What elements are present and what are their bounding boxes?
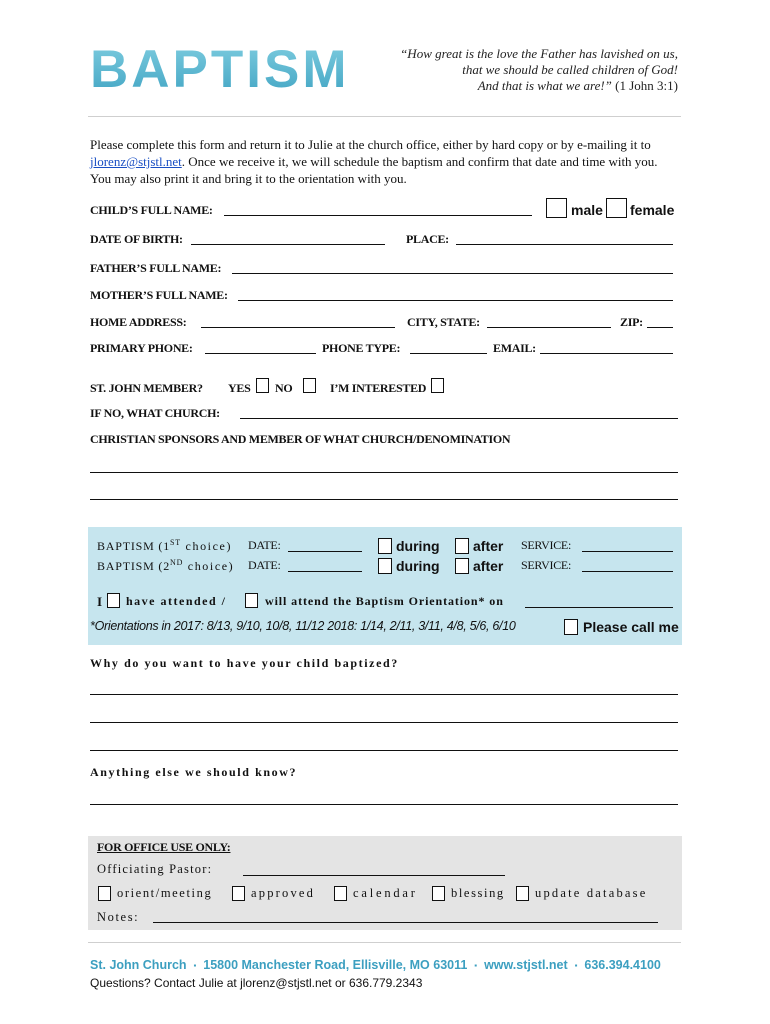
second-after-checkbox[interactable] xyxy=(455,558,469,574)
footer-contact xyxy=(90,958,661,972)
zip-label: ZIP: xyxy=(620,315,643,329)
mother-name-label: MOTHER’S FULL NAME: xyxy=(90,288,228,302)
female-label: female xyxy=(630,202,675,218)
intro-line-2 xyxy=(90,153,690,170)
footer-questions: Questions? Contact Julie at jlorenz@stjstl.net or 636.779.2343 xyxy=(90,976,423,990)
place-label: PLACE: xyxy=(406,232,449,246)
first-during-label: during xyxy=(396,538,440,554)
interested-label: I’M INTERESTED xyxy=(330,381,427,395)
second-choice-suffix: choice) xyxy=(183,559,235,573)
sponsors-field-line-1[interactable] xyxy=(90,472,678,473)
intro-line-2-rest: . Once we receive it, we will schedule the baptism and confirm that date and time with you. xyxy=(181,154,658,169)
quote-line-3-text: And that is what we are!” xyxy=(477,78,612,93)
first-date-field[interactable] xyxy=(288,551,362,552)
intro-line-1: Please complete this form and return it to Julie at the church office, either by hard copy or by e-mailing it to xyxy=(90,137,651,152)
blessing-label: blessing xyxy=(451,886,505,900)
orientation-date-field[interactable] xyxy=(525,607,673,608)
header-divider xyxy=(88,116,681,117)
zip-field[interactable] xyxy=(647,327,673,328)
first-during-checkbox[interactable] xyxy=(378,538,392,554)
first-after-label: after xyxy=(473,538,504,554)
child-name-field[interactable] xyxy=(224,215,532,216)
second-during-label: during xyxy=(396,558,440,574)
baptism-logo: BAPTISM xyxy=(90,40,350,99)
second-during-checkbox[interactable] xyxy=(378,558,392,574)
male-checkbox[interactable] xyxy=(546,198,567,218)
blessing-checkbox[interactable] xyxy=(432,886,445,901)
update-database-label: update database xyxy=(535,886,648,900)
notes-field[interactable] xyxy=(153,922,658,923)
why-field-line-2[interactable] xyxy=(90,722,678,723)
second-service-field[interactable] xyxy=(582,571,673,572)
why-field-line-1[interactable] xyxy=(90,694,678,695)
email-field[interactable] xyxy=(540,353,673,354)
second-choice-sup: ND xyxy=(170,558,184,567)
male-label: male xyxy=(571,202,603,218)
first-service-field[interactable] xyxy=(582,551,673,552)
footer-separator-icon: ▪ xyxy=(193,961,197,971)
footer-phone: 636.394.4100 xyxy=(584,958,661,972)
orient-meeting-checkbox[interactable] xyxy=(98,886,111,901)
approved-label: approved xyxy=(251,886,316,900)
second-date-field[interactable] xyxy=(288,571,362,572)
office-use-heading: FOR OFFICE USE ONLY: xyxy=(97,840,231,854)
update-database-checkbox[interactable] xyxy=(516,886,529,901)
second-service-label: SERVICE: xyxy=(521,558,571,572)
phone-type-field[interactable] xyxy=(410,353,487,354)
no-label: NO xyxy=(275,381,293,395)
member-no-checkbox[interactable] xyxy=(303,378,316,393)
second-choice-prefix: BAPTISM (2 xyxy=(97,559,171,573)
phone-type-label: PHONE TYPE: xyxy=(322,341,401,355)
anything-else-label: Anything else we should know? xyxy=(90,765,298,779)
interested-checkbox[interactable] xyxy=(431,378,444,393)
footer-website[interactable]: www.stjstl.net xyxy=(484,958,568,972)
quote-line-1: “How great is the love the Father has lavished on us, xyxy=(400,46,678,61)
footer-church-name: St. John Church xyxy=(90,958,187,972)
primary-phone-field[interactable] xyxy=(205,353,316,354)
why-baptize-label: Why do you want to have your child baptized? xyxy=(90,656,399,670)
have-attended-checkbox[interactable] xyxy=(107,593,120,608)
email-link[interactable]: jlorenz@stjstl.net xyxy=(90,154,182,169)
email-label: EMAIL: xyxy=(493,341,536,355)
home-address-field[interactable] xyxy=(201,327,395,328)
approved-checkbox[interactable] xyxy=(232,886,245,901)
quote-line-3 xyxy=(378,78,678,94)
footer-address: 15800 Manchester Road, Ellisville, MO 63011 xyxy=(203,958,468,972)
dob-label: DATE OF BIRTH: xyxy=(90,232,183,246)
if-no-church-field[interactable] xyxy=(240,418,678,419)
orientation-i-label: I xyxy=(97,594,103,609)
orient-meeting-label: orient/meeting xyxy=(117,886,213,900)
if-no-church-label: IF NO, WHAT CHURCH: xyxy=(90,406,220,420)
dob-field[interactable] xyxy=(191,244,385,245)
intro-line-3: You may also print it and bring it to the orientation with you. xyxy=(90,171,407,186)
please-call-label: Please call me xyxy=(583,619,679,635)
notes-label: Notes: xyxy=(97,910,140,924)
primary-phone-label: PRIMARY PHONE: xyxy=(90,341,193,355)
bible-quote xyxy=(378,46,678,94)
quote-reference: (1 John 3:1) xyxy=(615,78,678,93)
first-service-label: SERVICE: xyxy=(521,538,571,552)
intro-paragraph xyxy=(90,136,690,187)
quote-line-2: that we should be called children of God! xyxy=(462,62,678,77)
have-attended-label: have attended / xyxy=(126,594,227,608)
footer-separator-icon: ▪ xyxy=(474,961,478,971)
child-name-label: CHILD’S FULL NAME: xyxy=(90,203,213,217)
footer-separator-icon: ▪ xyxy=(574,961,578,971)
yes-label: YES xyxy=(228,381,251,395)
why-field-line-3[interactable] xyxy=(90,750,678,751)
officiating-pastor-label: Officiating Pastor: xyxy=(97,862,213,876)
first-choice-label xyxy=(97,538,232,554)
second-choice-label xyxy=(97,558,234,574)
mother-name-field[interactable] xyxy=(238,300,673,301)
father-name-field[interactable] xyxy=(232,273,673,274)
city-state-label: CITY, STATE: xyxy=(407,315,480,329)
calendar-checkbox[interactable] xyxy=(334,886,347,901)
home-address-label: HOME ADDRESS: xyxy=(90,315,187,329)
sponsors-field-line-2[interactable] xyxy=(90,499,678,500)
place-field[interactable] xyxy=(456,244,673,245)
first-after-checkbox[interactable] xyxy=(455,538,469,554)
second-date-label: DATE: xyxy=(248,558,281,572)
will-attend-label: will attend the Baptism Orientation* on xyxy=(265,594,504,608)
member-label: ST. JOHN MEMBER? xyxy=(90,381,203,395)
father-name-label: FATHER’S FULL NAME: xyxy=(90,261,222,275)
female-checkbox[interactable] xyxy=(606,198,627,218)
sponsors-label: CHRISTIAN SPONSORS AND MEMBER OF WHAT CHURCH/DENOMINATION xyxy=(90,432,511,446)
footer-divider xyxy=(88,942,681,943)
orientation-dates: *Orientations in 2017: 8/13, 9/10, 10/8, 11/12 2018: 1/14, 2/11, 3/11, 4/8, 5/6, 6/10 xyxy=(90,619,516,633)
first-choice-prefix: BAPTISM (1 xyxy=(97,539,171,553)
anything-else-field[interactable] xyxy=(90,804,678,805)
first-date-label: DATE: xyxy=(248,538,281,552)
first-choice-suffix: choice) xyxy=(180,539,233,553)
officiating-pastor-field[interactable] xyxy=(243,875,505,876)
member-yes-checkbox[interactable] xyxy=(256,378,269,393)
please-call-checkbox[interactable] xyxy=(564,619,578,635)
second-after-label: after xyxy=(473,558,504,574)
will-attend-checkbox[interactable] xyxy=(245,593,258,608)
city-state-field[interactable] xyxy=(487,327,611,328)
calendar-label: calendar xyxy=(353,886,418,900)
first-choice-sup: ST xyxy=(170,538,181,547)
